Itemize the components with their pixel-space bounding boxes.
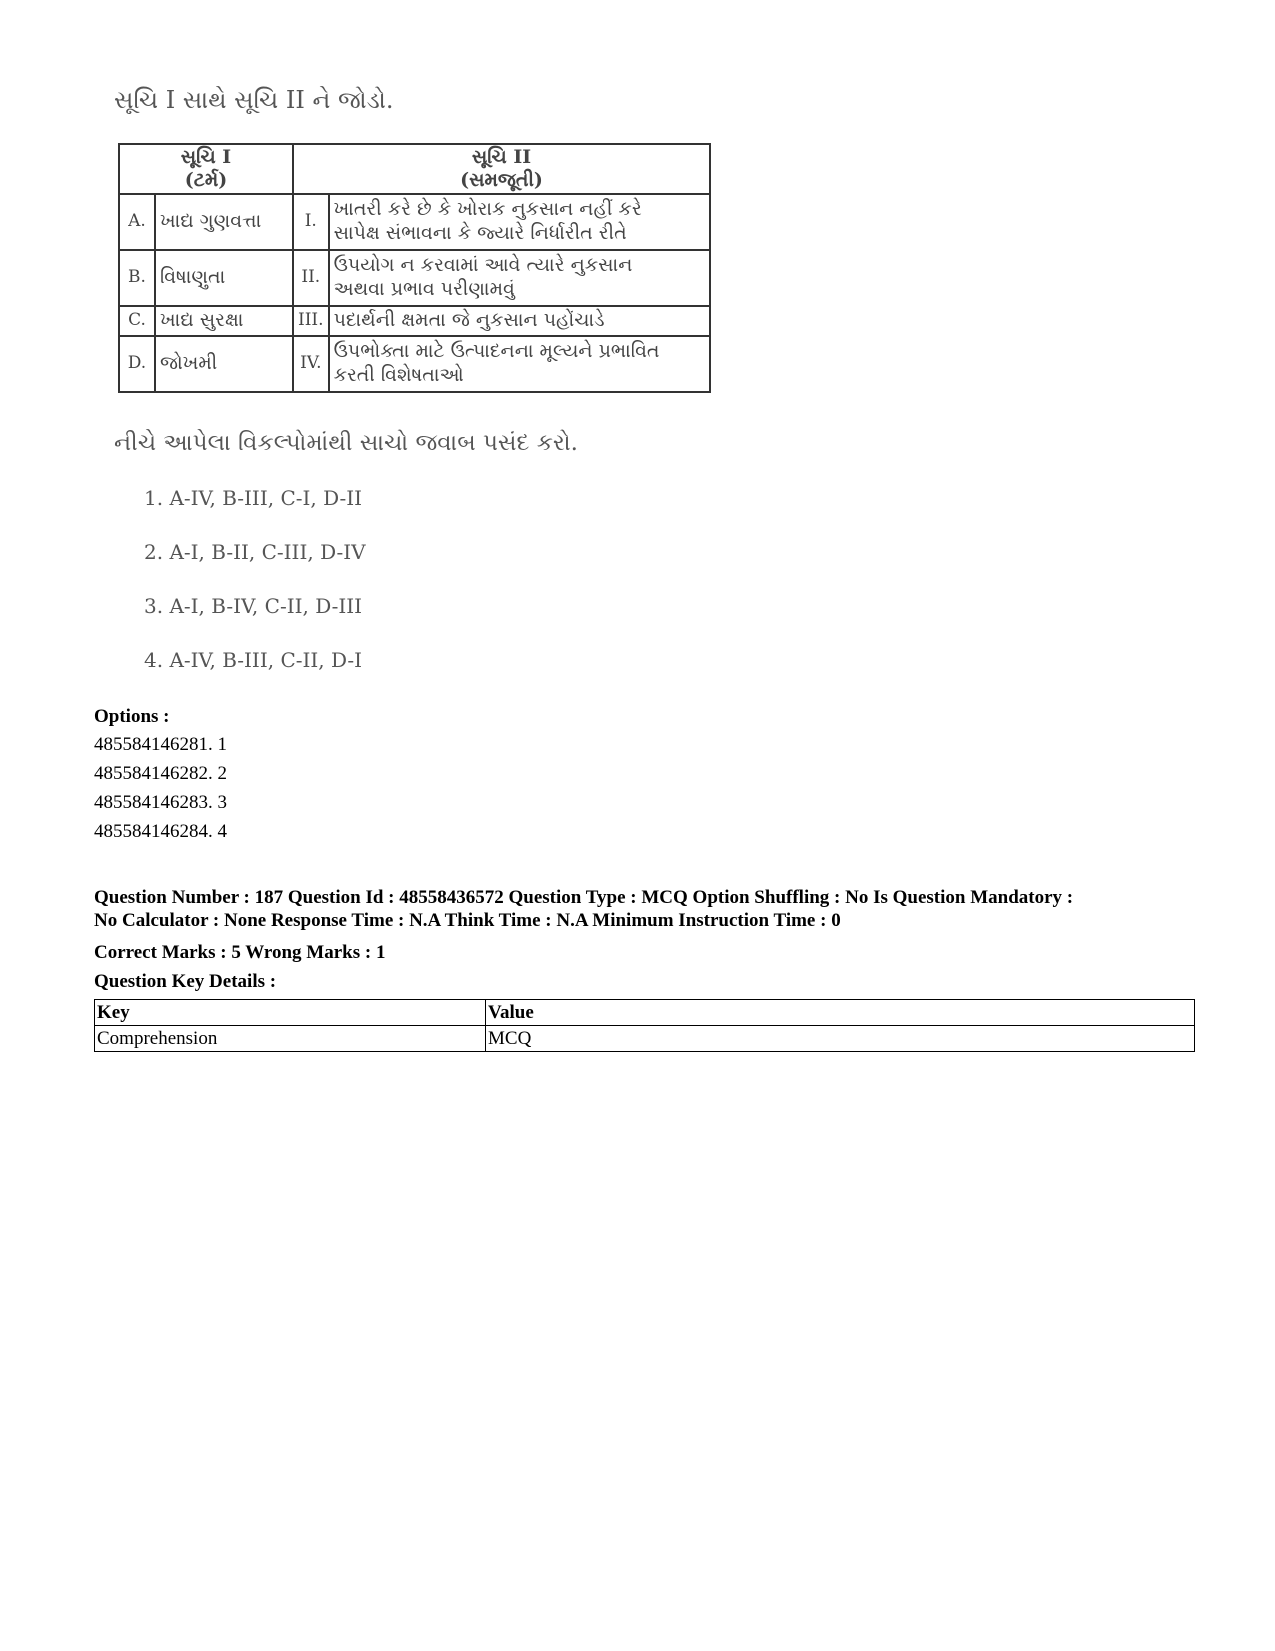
match-row	[119, 250, 710, 306]
match-row	[119, 306, 710, 336]
answer-choice: 1. A-IV, B-III, C-I, D-II	[144, 486, 363, 510]
table-cell: Comprehension	[95, 1026, 486, 1052]
table-row	[95, 1026, 1195, 1052]
list-2-header: સૂચિ II (સમજૂતી)	[293, 144, 710, 194]
key-details-title: Question Key Details :	[94, 971, 277, 992]
row-letter: A.	[119, 194, 155, 250]
row-roman: IV.	[293, 336, 329, 392]
row-letter: C.	[119, 306, 155, 336]
row-term: વિષાણુતા	[155, 250, 293, 306]
table-cell: MCQ	[486, 1026, 1195, 1052]
table-header-row	[95, 1000, 1195, 1026]
question-prompt: સૂચિ I સાથે સૂચિ II ને જોડો.	[114, 86, 394, 114]
key-details-table	[94, 999, 1195, 1052]
match-table	[118, 143, 711, 393]
row-letter: B.	[119, 250, 155, 306]
row-letter: D.	[119, 336, 155, 392]
match-row	[119, 336, 710, 392]
answer-choice: 3. A-I, B-IV, C-II, D-III	[144, 594, 363, 618]
option-item: 485584146283. 3	[94, 792, 227, 813]
option-item: 485584146284. 4	[94, 821, 227, 842]
row-term: ખાદ્ય ગુણવત્તા	[155, 194, 293, 250]
row-term: જોખમી	[155, 336, 293, 392]
option-item: 485584146281. 1	[94, 734, 227, 755]
row-description: પદાર્થની ક્ષમતા જે નુકસાન પહોંચાડે	[329, 306, 710, 336]
list-1-header: સૂચિ I (ટર્મ)	[119, 144, 293, 194]
question-instruction: નીચે આપેલા વિકલ્પોમાંથી સાચો જવાબ પસંદ કરો.	[114, 430, 578, 456]
header-cell: Key	[95, 1000, 486, 1026]
match-row	[119, 194, 710, 250]
answer-choices	[144, 486, 366, 702]
marks-info: Correct Marks : 5 Wrong Marks : 1	[94, 942, 386, 963]
row-term: ખાદ્ય સુરક્ષા	[155, 306, 293, 336]
row-roman: III.	[293, 306, 329, 336]
row-roman: II.	[293, 250, 329, 306]
row-description: ઉપયોગ ન કરવામાં આવે ત્યારે નુકસાન અથવા પ્રભાવ પરીણામવું	[329, 250, 710, 306]
header-cell: Value	[486, 1000, 1195, 1026]
row-roman: I.	[293, 194, 329, 250]
match-table-header	[119, 144, 710, 194]
options-list	[94, 734, 227, 850]
option-item: 485584146282. 2	[94, 763, 227, 784]
question-image	[110, 78, 730, 678]
row-description: ખાતરી કરે છે કે ખોરાક નુકસાન નહીં કરે સાપેક્ષ સંભાવના કે જ્યારે નિર્ધારીત રીતે	[329, 194, 710, 250]
row-description: ઉપભોક્તા માટે ઉત્પાદનના મૂલ્યને પ્રભાવિત કરતી વિશેષતાઓ	[329, 336, 710, 392]
options-title: Options :	[94, 706, 170, 727]
answer-choice: 4. A-IV, B-III, C-II, D-I	[144, 648, 363, 672]
question-metadata: Question Number : 187 Question Id : 48558436572 Question Type : MCQ Option Shuffling : No Is Question Mandatory : No Calculator : None Response Time : N.A Think Time : N.A Minimum Instruction Time : 0	[94, 887, 1074, 931]
answer-choice: 2. A-I, B-II, C-III, D-IV	[144, 540, 366, 564]
